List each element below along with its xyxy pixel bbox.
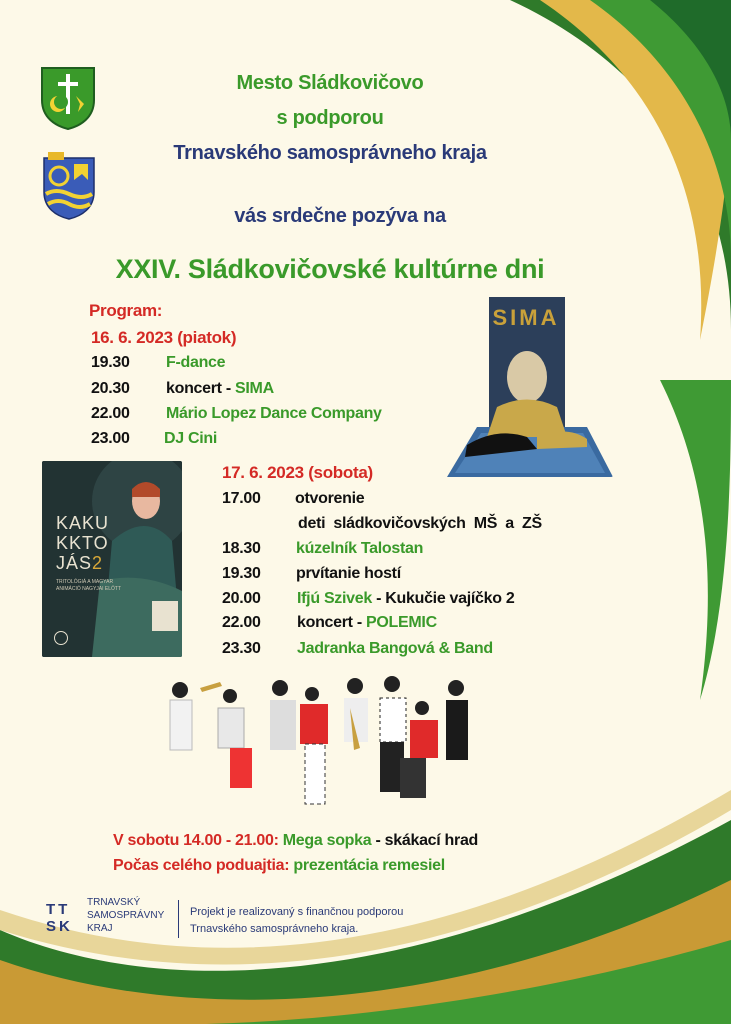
header-invite: vás srdečne pozýva na <box>234 205 446 227</box>
day1-time: 20.30 <box>91 380 130 397</box>
day2-act: otvorenie <box>295 490 365 507</box>
extra-line-whole-event <box>113 857 445 875</box>
kakukktojas-poster-image <box>42 461 182 657</box>
day2-date: 17. 6. 2023 (sobota) <box>222 463 373 482</box>
kaku-title <box>56 513 109 573</box>
act-suffix: - Kukučie vajíčko 2 <box>371 590 515 607</box>
ttsk-logo <box>46 902 82 938</box>
day2-act: deti sládkovičovských MŠ a ZŠ <box>298 515 542 532</box>
sima-poster-image <box>437 297 613 477</box>
ttsk-logo-top: TT <box>46 901 71 918</box>
kaku-line3: JÁS <box>56 553 93 573</box>
header-region: Trnavského samosprávneho kraja <box>173 142 487 164</box>
kaku-line: KKTO <box>56 533 109 553</box>
day1-act <box>166 380 274 398</box>
extra-label: V sobotu 14.00 - 21.00: <box>113 832 279 849</box>
header-support: s podporou <box>276 107 384 129</box>
day2-act: Jadranka Bangová & Band <box>297 640 493 657</box>
kaku-line <box>56 553 109 573</box>
act-name: SIMA <box>235 380 274 397</box>
kaku-small-text: TRITOLÓGIÁ A MAGYAR ANIMÁCIÓ NAGYJAI ELŐTT <box>56 579 122 592</box>
day1-act: Mário Lopez Dance Company <box>166 405 382 422</box>
day2-time: 20.00 <box>222 590 261 607</box>
event-title: XXIV. Sládkovičovské kultúrne dni <box>115 254 545 284</box>
extra-line-saturday <box>113 832 478 850</box>
sima-title: SIMA <box>492 305 560 330</box>
kaku-line: KAKU <box>56 513 110 533</box>
day2-time: 23.30 <box>222 640 261 657</box>
day1-time: 19.30 <box>91 354 130 371</box>
act-prefix: koncert - <box>297 614 367 631</box>
act-name: Ifjú Szivek <box>297 590 372 607</box>
extra-value: Mega sopka <box>282 832 372 849</box>
day1-act: F-dance <box>166 354 226 371</box>
day2-time: 22.00 <box>222 614 261 631</box>
footer-note <box>190 904 403 938</box>
day2-time: 19.30 <box>222 565 261 582</box>
day1-time: 22.00 <box>91 405 130 422</box>
act-prefix: koncert - <box>166 380 236 397</box>
day1-act: DJ Cini <box>164 430 218 447</box>
extra-label: Počas celého poduajtia: <box>113 857 290 874</box>
day1-time: 23.00 <box>91 430 130 447</box>
act-name: POLEMIC <box>366 614 437 631</box>
day2-time: 17.00 <box>222 490 261 507</box>
ttsk-org-name <box>87 896 164 935</box>
org-line: KRAJ <box>87 923 113 934</box>
extra-suffix: - skákací hrad <box>371 832 479 849</box>
footer-divider <box>178 900 179 938</box>
footer-note-line: Trnavského samosprávneho kraja. <box>190 923 359 935</box>
day2-act: prvítanie hostí <box>296 565 401 582</box>
kaku-num: 2 <box>92 553 104 573</box>
day2-time: 18.30 <box>222 540 261 557</box>
extra-value: prezentácia remesiel <box>293 857 445 874</box>
org-line: SAMOSPRÁVNY <box>87 910 165 921</box>
day2-act <box>297 614 437 632</box>
program-label: Program: <box>89 301 163 320</box>
footer-note-line: Projekt je realizovaný s finančnou podporou <box>190 906 404 918</box>
day2-act <box>297 590 514 608</box>
polemic-band-photo <box>160 668 478 818</box>
day1-date: 16. 6. 2023 (piatok) <box>91 328 237 347</box>
ttsk-logo-bottom: SK <box>46 918 73 935</box>
kaku-logo-icon <box>54 631 68 645</box>
header-city: Mesto Sládkovičovo <box>236 72 424 94</box>
day2-act: kúzelník Talostan <box>296 540 424 557</box>
org-line: TRNAVSKÝ <box>87 897 141 908</box>
